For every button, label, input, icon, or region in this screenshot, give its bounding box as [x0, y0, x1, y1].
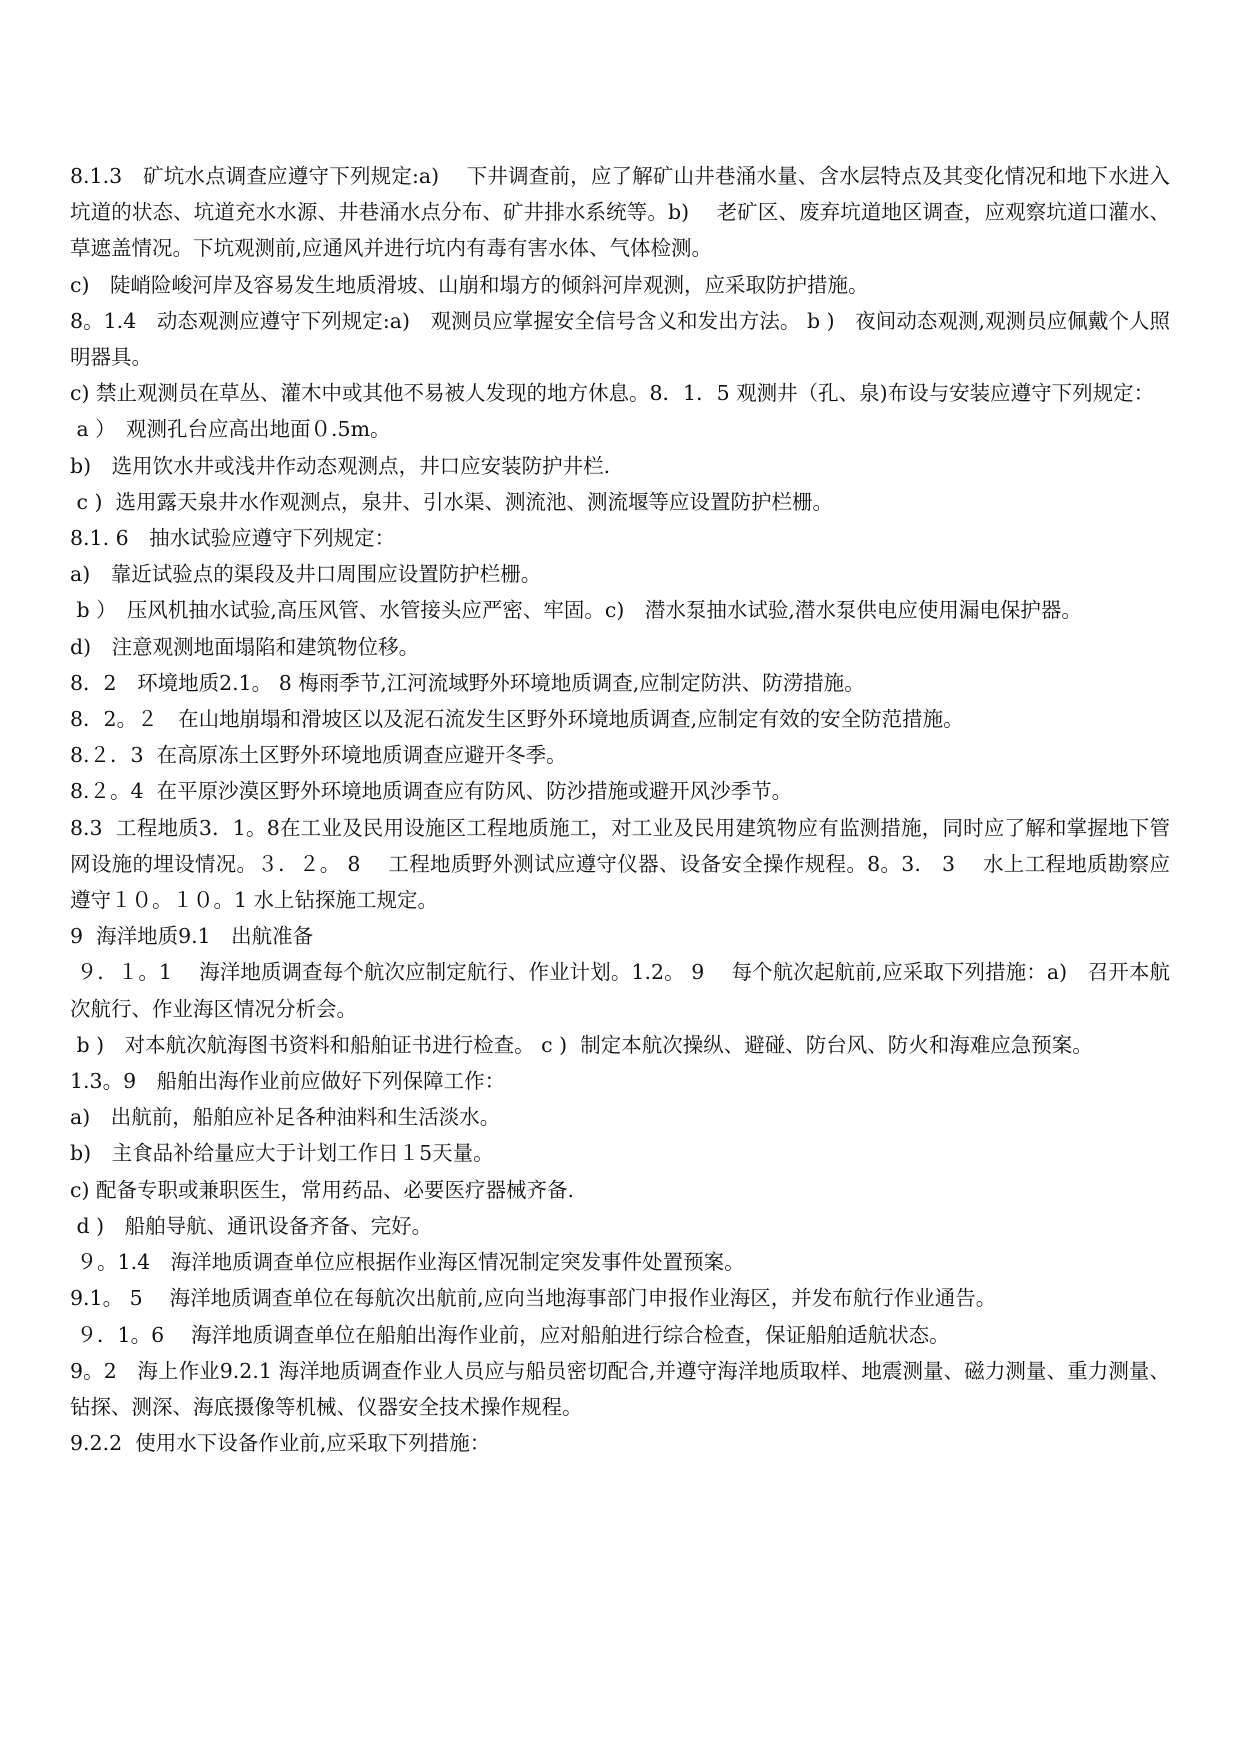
paragraph-9-1-5: 9.1。 5 海洋地质调查单位在每航次出航前,应向当地海事部门申报作业海区，并发布航行作业通告。	[70, 1286, 997, 1311]
paragraph-c-doctor: c) 配备专职或兼职医生，常用药品、必要医疗器械齐备.	[70, 1177, 575, 1202]
paragraph-8-3: 8.3 工程地质3．1。8在工业及民用设施区工程地质施工，对工业及民用建筑物应有监测措施，同时应了解和掌握地下管网设施的埋设情况。３．２。 8 工程地质野外测试应遵守仪器、设备安全操作规程。8。3. 3 水上工程地质勘察应遵守１０。１０。1 水上钻探施工规定。	[70, 815, 1170, 913]
paragraph-9-heading: 9 海洋地质9.1 出航准备	[70, 924, 314, 949]
paragraph-d-navigation: d ) 船舶导航、通讯设备齐备、完好。	[70, 1213, 433, 1238]
paragraph-8-2-3: 8.２．3 在高原冻土区野外环境地质调查应避开冬季。	[70, 743, 567, 768]
paragraph-b-food: b) 主食品补给量应大于计划工作日１5天量。	[70, 1141, 494, 1166]
paragraph-8-1-4: 8。1.4 动态观测应遵守下列规定:a) 观测员应掌握安全信号含义和发出方法。 b ) 夜间动态观测,观测员应佩戴个人照明器具。	[70, 308, 1170, 370]
paragraph-a-fuel: a) 出航前，船舶应补足各种油料和生活淡水。	[70, 1105, 501, 1130]
paragraph-c-river-bank: c) 陡峭险峻河岸及容易发生地质滑坡、山崩和塌方的倾斜河岸观测，应采取防护措施。	[70, 272, 869, 297]
paragraph-9-1-4: ９。1.4 海洋地质调查单位应根据作业海区情况制定突发事件处置预案。	[70, 1250, 745, 1275]
paragraph-b-charts-check: b ) 对本航次航海图书资料和船舶证书进行检查。 c ) 制定本航次操纵、避碰、防台风、防火和海难应急预案。	[70, 1032, 1093, 1057]
document-body	[70, 158, 1170, 1461]
paragraph-9-1-6: ９．1。6 海洋地质调查单位在船舶出海作业前，应对船舶进行综合检查，保证船舶适航状态。	[70, 1322, 950, 1347]
paragraph-8-2-1: 8．2 环境地质2.1。 8 梅雨季节,江河流域野外环境地质调查,应制定防洪、防涝措施。	[70, 670, 865, 695]
paragraph-a-test-fence: a) 靠近试验点的渠段及井口周围应设置防护栏栅。	[70, 562, 542, 587]
paragraph-8-1-6: 8.1. 6 抽水试验应遵守下列规定：	[70, 526, 396, 551]
paragraph-8-2-2: 8．2。２ 在山地崩塌和滑坡区以及泥石流发生区野外环境地质调查,应制定有效的安全防范措施。	[70, 707, 964, 732]
paragraph-c-rest-prohibition: c) 禁止观测员在草丛、灌木中或其他不易被人发现的地方休息。8．1．5 观测井（孔、泉)布设与安装应遵守下列规定：	[70, 381, 1155, 406]
paragraph-9-1-1: ９．１。1 海洋地质调查每个航次应制定航行、作业计划。1.2。 9 每个航次起航前,应采取下列措施：a) 召开本航次航行、作业海区情况分析会。	[70, 960, 1170, 1021]
paragraph-b-well-fence: b) 选用饮水井或浅井作动态观测点，井口应安装防护井栏.	[70, 453, 611, 478]
paragraph-9-2-2: 9.2.2 使用水下设备作业前,应采取下列措施：	[70, 1431, 491, 1456]
paragraph-9-2: 9。2 海上作业9.2.1 海洋地质调查作业人员应与船员密切配合,并遵守海洋地质取样、地震测量、磁力测量、重力测量、钻探、测深、海底摄像等机械、仪器安全技术操作规程。	[70, 1358, 1170, 1419]
paragraph-b-compressor: b ） 压风机抽水试验,高压风管、水管接头应严密、牢固。c) 潜水泵抽水试验,潜水泵供电应使用漏电保护器。	[70, 598, 1082, 623]
paragraph-8-2-4: 8.２。4 在平原沙漠区野外环境地质调查应有防风、防沙措施或避开风沙季节。	[70, 779, 793, 804]
paragraph-a-platform-height: a ） 观测孔台应高出地面０.5m。	[70, 417, 391, 442]
paragraph-c-spring-fence: c ) 选用露天泉井水作观测点，泉井、引水渠、测流池、测流堰等应设置防护栏栅。	[70, 489, 834, 514]
paragraph-d-subsidence: d) 注意观测地面塌陷和建筑物位移。	[70, 634, 420, 659]
paragraph-9-1-3: 1.3。9 船舶出海作业前应做好下列保障工作：	[70, 1069, 506, 1094]
paragraph-8-1-3: 8.1.3 矿坑水点调查应遵守下列规定:a) 下井调查前，应了解矿山井巷涌水量、含水层特点及其变化情况和地下水进入坑道的状态、坑道充水水源、井巷涌水点分布、矿井排水系统等。b) 老矿区、废弃坑道地区调查，应观察坑道口灌水、草遮盖情况。下坑观测前,应通风并进行坑内有毒有害水体、气体检测。	[70, 164, 1170, 261]
